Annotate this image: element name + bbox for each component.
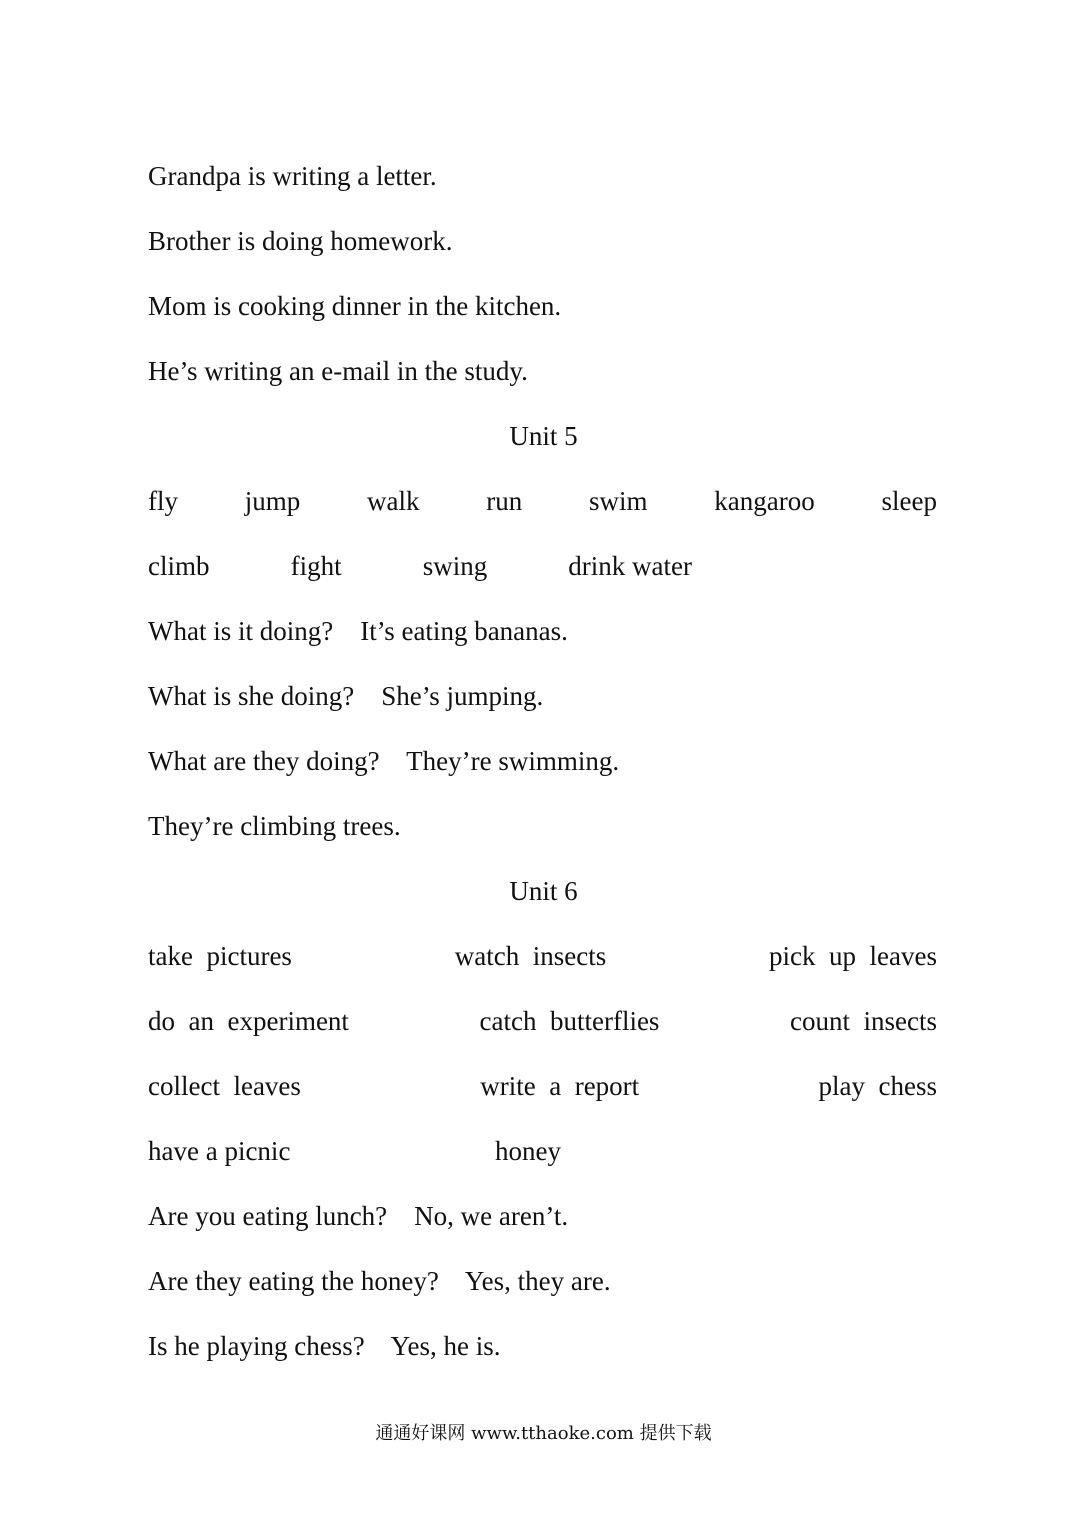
vocab-word: kangaroo xyxy=(714,486,815,516)
vocab-phrase: collect leaves xyxy=(148,1071,301,1101)
vocab-phrase: honey xyxy=(495,1136,561,1166)
vocab-word: drink water xyxy=(568,551,692,581)
vocab-word: jump xyxy=(244,486,301,516)
vocab-word: sleep xyxy=(881,486,937,516)
unit5-sentence: What is she doing? She’s jumping. xyxy=(148,681,544,711)
unit6-phrase-row xyxy=(148,1070,937,1102)
unit6-sentence: Are they eating the honey? Yes, they are. xyxy=(148,1266,611,1296)
unit6-heading: Unit 6 xyxy=(509,876,578,906)
unit5-sentence: What is it doing? It’s eating bananas. xyxy=(148,616,568,646)
vocab-word: swing xyxy=(422,551,488,581)
vocab-word: fight xyxy=(290,551,342,581)
unit5-heading: Unit 5 xyxy=(509,421,578,451)
vocab-phrase: catch butterflies xyxy=(479,1006,660,1036)
page-footer: 通通好课网 www.tthaoke.com 提供下载 xyxy=(375,1423,712,1444)
unit6-phrase-row xyxy=(148,940,937,972)
unit4-sentence: Brother is doing homework. xyxy=(148,226,453,256)
vocab-phrase: do an experiment xyxy=(148,1006,349,1036)
vocab-phrase: have a picnic xyxy=(148,1136,291,1166)
unit6-sentence: Are you eating lunch? No, we aren’t. xyxy=(148,1201,569,1231)
vocab-phrase: take pictures xyxy=(148,941,292,971)
vocab-word: fly xyxy=(148,486,178,516)
unit6-phrase-row xyxy=(148,1005,937,1037)
unit6-phrase-row xyxy=(148,1135,561,1167)
unit5-word-row xyxy=(148,485,937,517)
unit5-word-row xyxy=(148,550,692,582)
vocab-word: walk xyxy=(367,486,420,516)
unit5-sentence: What are they doing? They’re swimming. xyxy=(148,746,620,776)
vocab-word: swim xyxy=(589,486,648,516)
vocab-phrase: count insects xyxy=(790,1006,937,1036)
vocab-phrase: pick up leaves xyxy=(769,941,937,971)
unit6-sentence: Is he playing chess? Yes, he is. xyxy=(148,1331,501,1361)
vocab-phrase: play chess xyxy=(818,1071,937,1101)
vocab-phrase: watch insects xyxy=(454,941,607,971)
unit4-sentence: Grandpa is writing a letter. xyxy=(148,161,437,191)
vocab-phrase: write a report xyxy=(480,1071,640,1101)
vocab-word: run xyxy=(486,486,523,516)
unit4-sentence: He’s writing an e-mail in the study. xyxy=(148,356,528,386)
vocab-word: climb xyxy=(148,551,210,581)
unit4-sentence: Mom is cooking dinner in the kitchen. xyxy=(148,291,562,321)
unit5-sentence: They’re climbing trees. xyxy=(148,811,401,841)
